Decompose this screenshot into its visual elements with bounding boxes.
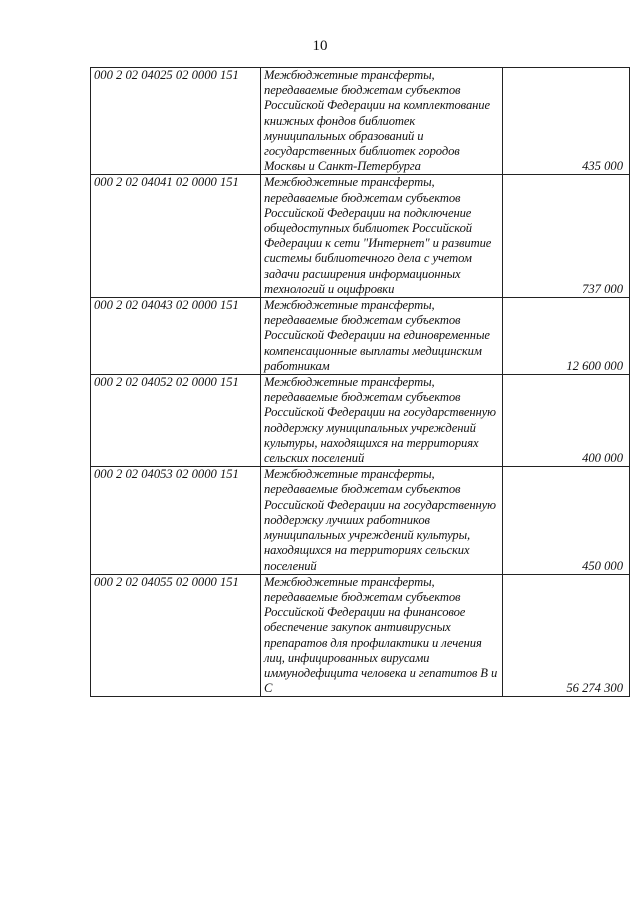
- budget-transfers-table: [90, 67, 630, 697]
- budget-classification-code: 000 2 02 04025 02 0000 151: [91, 68, 261, 175]
- table-row: [91, 467, 630, 574]
- transfer-amount: 737 000: [503, 175, 630, 298]
- transfer-description: Межбюджетные трансферты, передаваемые бюджетам субъектов Российской Федерации на государственную поддержку муниципальных учреждений культуры, находящихся на территориях сельских поселений: [261, 375, 503, 467]
- page-number: 10: [312, 38, 328, 54]
- transfer-description: Межбюджетные трансферты, передаваемые бюджетам субъектов Российской Федерации на финансовое обеспечение закупок антивирусных препаратов для профилактики и лечения лиц, инфицированных вирусами иммунодефицита человека и гепатитов В и С: [261, 574, 503, 697]
- table-row: [91, 298, 630, 375]
- transfer-description: Межбюджетные трансферты, передаваемые бюджетам субъектов Российской Федерации на единовременные компенсационные выплаты медицинским работникам: [261, 298, 503, 375]
- table-row: [91, 175, 630, 298]
- transfer-description: Межбюджетные трансферты, передаваемые бюджетам субъектов Российской Федерации на комплектование книжных фондов библиотек муниципальных образований и государственных библиотек городов Москвы и Санкт-Петербурга: [261, 68, 503, 175]
- budget-classification-code: 000 2 02 04053 02 0000 151: [91, 467, 261, 574]
- budget-classification-code: 000 2 02 04043 02 0000 151: [91, 298, 261, 375]
- transfer-amount: 12 600 000: [503, 298, 630, 375]
- transfer-amount: 435 000: [503, 68, 630, 175]
- budget-classification-code: 000 2 02 04052 02 0000 151: [91, 375, 261, 467]
- table-row: [91, 574, 630, 697]
- table-row: [91, 68, 630, 175]
- transfer-description: Межбюджетные трансферты, передаваемые бюджетам субъектов Российской Федерации на подключение общедоступных библиотек Российской Федерации к сети "Интернет" и развитие системы библиотечного дела с учетом задачи расширения информационных технологий и оцифровки: [261, 175, 503, 298]
- budget-classification-code: 000 2 02 04055 02 0000 151: [91, 574, 261, 697]
- transfer-amount: 400 000: [503, 375, 630, 467]
- budget-classification-code: 000 2 02 04041 02 0000 151: [91, 175, 261, 298]
- transfer-amount: 450 000: [503, 467, 630, 574]
- transfer-amount: 56 274 300: [503, 574, 630, 697]
- transfer-description: Межбюджетные трансферты, передаваемые бюджетам субъектов Российской Федерации на государственную поддержку лучших работников муниципальных учреждений культуры, находящихся на территориях сельских поселений: [261, 467, 503, 574]
- table-row: [91, 375, 630, 467]
